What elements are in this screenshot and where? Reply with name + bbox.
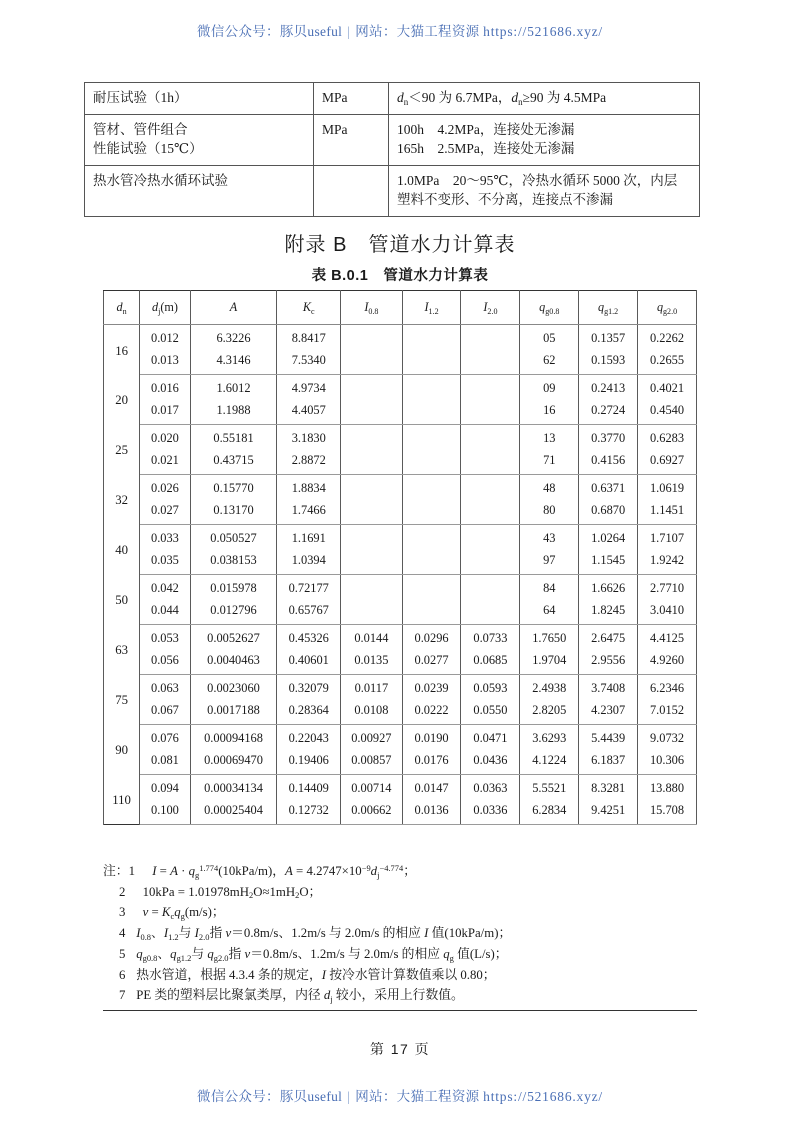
col-header-qg20: $q_{g2.0}$	[638, 291, 697, 325]
cell-q08: 6.2834	[520, 800, 579, 825]
cell-A: 6.3226	[190, 325, 277, 350]
cell-q20: 0.2655	[638, 350, 697, 375]
cell-q20: 1.9242	[638, 550, 697, 575]
cell-q20: 13.880	[638, 775, 697, 800]
cell-I20: 0.0471	[461, 725, 520, 750]
cell-I08	[341, 500, 402, 525]
cell-dj: 0.067	[140, 700, 190, 725]
cell-q12: 0.6870	[579, 500, 638, 525]
cell-I12: 0.0277	[402, 650, 461, 675]
cell-dj: 0.016	[140, 375, 190, 400]
cell-I08: 0.00857	[341, 750, 402, 775]
appendix-title: 附录 B 管道水力计算表	[284, 234, 516, 256]
cell-q08: 05	[520, 325, 579, 350]
cell-q20: 1.7107	[638, 525, 697, 550]
spec-row-unit: MPa	[314, 114, 389, 165]
table-row	[104, 675, 697, 700]
note-text: $I = A \cdot q_g^{1.774}(10kPa/m)$，$A = 4.2747\times 10^{-9}d_j^{-4.774}$；	[152, 862, 416, 880]
cell-q12: 0.2724	[579, 400, 638, 425]
cell-I12	[402, 375, 461, 400]
cell-q12: 5.4439	[579, 725, 638, 750]
cell-I12: 0.0136	[402, 800, 461, 825]
cell-dn: 16	[104, 325, 140, 375]
cell-A: 4.3146	[190, 350, 277, 375]
cell-Kc: 0.65767	[277, 600, 341, 625]
cell-I20	[461, 350, 520, 375]
cell-q12: 1.8245	[579, 600, 638, 625]
table-row	[85, 165, 700, 216]
col-header-qg08: $q_{g0.8}$	[520, 291, 579, 325]
cell-Kc: 0.40601	[277, 650, 341, 675]
cell-q12: 0.6371	[579, 475, 638, 500]
table-row	[104, 350, 697, 375]
cell-Kc: 0.22043	[277, 725, 341, 750]
watermark-wechat-value: 豚贝useful	[279, 24, 343, 39]
cell-dn: 63	[104, 625, 140, 675]
cell-q12: 1.6626	[579, 575, 638, 600]
cell-Kc: 1.8834	[277, 475, 341, 500]
cell-I20: 0.0363	[461, 775, 520, 800]
cell-A: 0.55181	[190, 425, 277, 450]
note-text: $10kPa = 1.01978mH_2O\approx 1mH_2O$；	[142, 884, 322, 901]
cell-dj: 0.013	[140, 350, 190, 375]
cell-dn: 50	[104, 575, 140, 625]
spec-table	[84, 82, 700, 217]
cell-I20: 0.0593	[461, 675, 520, 700]
table-row	[104, 375, 697, 400]
cell-dj: 0.027	[140, 500, 190, 525]
cell-I12	[402, 500, 461, 525]
table-row	[104, 450, 697, 475]
table-row	[104, 700, 697, 725]
cell-A: 1.6012	[190, 375, 277, 400]
cell-I08	[341, 350, 402, 375]
table-row	[104, 475, 697, 500]
cell-I08	[341, 525, 402, 550]
cell-Kc: 3.1830	[277, 425, 341, 450]
cell-dn: 20	[104, 375, 140, 425]
cell-I20	[461, 575, 520, 600]
spec-value-line1: 100h 4.2MPa，连接处无渗漏	[397, 121, 575, 137]
cell-q12: 0.1593	[579, 350, 638, 375]
watermark-wechat-value: 豚贝useful	[279, 1089, 343, 1104]
cell-dj: 0.044	[140, 600, 190, 625]
spec-row-value	[389, 165, 700, 216]
cell-Kc: 0.32079	[277, 675, 341, 700]
cell-I12	[402, 325, 461, 350]
cell-I08	[341, 400, 402, 425]
cell-dn: 75	[104, 675, 140, 725]
watermark-separator: |	[347, 24, 351, 39]
hydraulic-calculation-table	[103, 290, 697, 825]
cell-I08: 0.00662	[341, 800, 402, 825]
note-text: $v = K_cq_g(m/s)$；	[142, 905, 225, 922]
cell-q20: 1.0619	[638, 475, 697, 500]
hydraulic-table-wrapper	[103, 290, 697, 825]
table-row	[104, 600, 697, 625]
cell-I12	[402, 525, 461, 550]
cell-I20	[461, 425, 520, 450]
cell-A: 0.0052627	[190, 625, 277, 650]
spec-row-unit: MPa	[314, 83, 389, 115]
spec-row-unit	[314, 165, 389, 216]
cell-I12: 0.0239	[402, 675, 461, 700]
table-row	[104, 400, 697, 425]
cell-I08: 0.0135	[341, 650, 402, 675]
note-item	[103, 882, 697, 903]
cell-I12	[402, 550, 461, 575]
note-item	[103, 985, 697, 1006]
cell-I08	[341, 575, 402, 600]
cell-Kc: 2.8872	[277, 450, 341, 475]
cell-q20: 0.6283	[638, 425, 697, 450]
cell-q08: 4.1224	[520, 750, 579, 775]
cell-q12: 3.7408	[579, 675, 638, 700]
table-body	[104, 325, 697, 825]
watermark-site-label: 网站：	[355, 24, 397, 39]
cell-Kc: 1.0394	[277, 550, 341, 575]
cell-I12	[402, 450, 461, 475]
cell-q08: 43	[520, 525, 579, 550]
cell-A: 0.0040463	[190, 650, 277, 675]
watermark-site-value: 大猫工程资源	[396, 1089, 480, 1104]
cell-dj: 0.094	[140, 775, 190, 800]
cell-I08: 0.00714	[341, 775, 402, 800]
cell-I20	[461, 375, 520, 400]
cell-dn: 40	[104, 525, 140, 575]
cell-dj: 0.033	[140, 525, 190, 550]
table-header	[104, 291, 697, 325]
cell-I20: 0.0550	[461, 700, 520, 725]
cell-q12: 9.4251	[579, 800, 638, 825]
cell-Kc: 8.8417	[277, 325, 341, 350]
cell-q12: 1.0264	[579, 525, 638, 550]
cell-I08	[341, 425, 402, 450]
cell-dn: 90	[104, 725, 140, 775]
cell-q20: 0.4540	[638, 400, 697, 425]
cell-I20	[461, 600, 520, 625]
note-item	[103, 861, 697, 882]
cell-I12: 0.0147	[402, 775, 461, 800]
cell-I08: 0.0108	[341, 700, 402, 725]
cell-I12	[402, 575, 461, 600]
col-header-i20: $I_{2.0}$	[461, 291, 520, 325]
cell-Kc: 1.7466	[277, 500, 341, 525]
cell-q12: 6.1837	[579, 750, 638, 775]
table-row	[104, 575, 697, 600]
cell-Kc: 0.45326	[277, 625, 341, 650]
cell-dj: 0.035	[140, 550, 190, 575]
cell-I12	[402, 350, 461, 375]
cell-I08	[341, 600, 402, 625]
cell-dj: 0.017	[140, 400, 190, 425]
table-row	[104, 550, 697, 575]
cell-I20	[461, 550, 520, 575]
cell-A: 0.00094168	[190, 725, 277, 750]
cell-I08: 0.0117	[341, 675, 402, 700]
cell-dj: 0.021	[140, 450, 190, 475]
watermark-wechat-label: 微信公众号：	[197, 24, 280, 39]
cell-I20	[461, 475, 520, 500]
cell-dn: 32	[104, 475, 140, 525]
table-row	[104, 525, 697, 550]
note-text: $I_{0.8}$、$I_{1.2}$与 $I_{2.0}$指 v＝0.8m/s、1.2m/s 与 2.0m/s 的相应 I 值(10kPa/m)；	[136, 926, 512, 942]
spec-value-line2: 塑料不变形、不分离，连接点不渗漏	[397, 192, 613, 208]
cell-q20: 4.4125	[638, 625, 697, 650]
table-row	[104, 800, 697, 825]
cell-I20: 0.0685	[461, 650, 520, 675]
cell-q20: 15.708	[638, 800, 697, 825]
cell-dj: 0.056	[140, 650, 190, 675]
spec-row-name	[85, 114, 314, 165]
cell-q08: 09	[520, 375, 579, 400]
note-number: 6	[119, 967, 126, 982]
cell-I20	[461, 325, 520, 350]
note-text: PE 类的塑料层比聚氯类厚，内径 $d_j$ 较小，采用上行数值。	[136, 988, 464, 1005]
cell-I08: 0.0144	[341, 625, 402, 650]
watermark-url: https://521686.xyz/	[483, 24, 603, 39]
cell-I12	[402, 425, 461, 450]
cell-Kc: 4.9734	[277, 375, 341, 400]
table-row	[104, 725, 697, 750]
header-row	[104, 291, 697, 325]
cell-q12: 0.2413	[579, 375, 638, 400]
cell-Kc: 0.19406	[277, 750, 341, 775]
cell-q20: 3.0410	[638, 600, 697, 625]
cell-I12: 0.0190	[402, 725, 461, 750]
cell-q12: 0.3770	[579, 425, 638, 450]
cell-q12: 1.1545	[579, 550, 638, 575]
spec-name-line2: 性能试验（15℃）	[93, 141, 203, 157]
cell-q12: 8.3281	[579, 775, 638, 800]
table-row	[104, 425, 697, 450]
cell-Kc: 0.12732	[277, 800, 341, 825]
cell-q08: 5.5521	[520, 775, 579, 800]
col-header-i08: $I_{0.8}$	[341, 291, 402, 325]
col-header-dn: $d_n$	[104, 291, 140, 325]
cell-A: 0.00034134	[190, 775, 277, 800]
cell-I20	[461, 450, 520, 475]
cell-I08	[341, 450, 402, 475]
watermark-url: https://521686.xyz/	[483, 1089, 603, 1104]
cell-q08: 84	[520, 575, 579, 600]
cell-q08: 3.6293	[520, 725, 579, 750]
cell-A: 0.00069470	[190, 750, 277, 775]
table-row	[104, 750, 697, 775]
cell-q08: 2.4938	[520, 675, 579, 700]
page-number: 第 17 页	[369, 1041, 431, 1057]
cell-dj: 0.081	[140, 750, 190, 775]
cell-I12	[402, 475, 461, 500]
cell-q20: 2.7710	[638, 575, 697, 600]
cell-A: 0.43715	[190, 450, 277, 475]
cell-q08: 48	[520, 475, 579, 500]
cell-q08: 71	[520, 450, 579, 475]
cell-q20: 0.6927	[638, 450, 697, 475]
cell-dj: 0.053	[140, 625, 190, 650]
spec-row-name: 耐压试验（1h）	[85, 83, 314, 115]
cell-q12: 2.9556	[579, 650, 638, 675]
cell-A: 0.00025404	[190, 800, 277, 825]
cell-q12: 4.2307	[579, 700, 638, 725]
col-header-i12: $I_{1.2}$	[402, 291, 461, 325]
cell-dj: 0.020	[140, 425, 190, 450]
cell-q20: 0.2262	[638, 325, 697, 350]
note-number: 4	[119, 926, 126, 941]
table-row	[104, 500, 697, 525]
cell-I12: 0.0296	[402, 625, 461, 650]
cell-q20: 10.306	[638, 750, 697, 775]
cell-I20: 0.0733	[461, 625, 520, 650]
cell-Kc: 0.72177	[277, 575, 341, 600]
notes-prefix: 注：	[103, 864, 129, 878]
cell-q20: 6.2346	[638, 675, 697, 700]
table-row	[104, 775, 697, 800]
cell-q12: 2.6475	[579, 625, 638, 650]
note-number: 5	[119, 946, 126, 961]
cell-A: 0.012796	[190, 600, 277, 625]
watermark-separator: |	[347, 1089, 351, 1104]
note-item	[103, 902, 697, 923]
cell-dj: 0.100	[140, 800, 190, 825]
note-item	[103, 944, 697, 965]
cell-A: 0.050527	[190, 525, 277, 550]
note-text: $q_{g0.8}$、$q_{g1.2}$与 $q_{g2.0}$指 v＝0.8m/s、1.2m/s 与 2.0m/s 的相应 $q_g$ 值(L/s)；	[136, 946, 508, 963]
cell-dj: 0.026	[140, 475, 190, 500]
note-number: 7	[119, 988, 126, 1003]
cell-I20	[461, 400, 520, 425]
table-notes	[103, 861, 697, 1011]
col-header-kc: $K_c$	[277, 291, 341, 325]
note-number: 2	[119, 884, 126, 899]
cell-q20: 0.4021	[638, 375, 697, 400]
cell-q20: 1.1451	[638, 500, 697, 525]
cell-dj: 0.042	[140, 575, 190, 600]
note-number: 1	[128, 864, 135, 878]
table-row	[85, 83, 700, 115]
table-row	[104, 625, 697, 650]
cell-I20: 0.0436	[461, 750, 520, 775]
cell-I08	[341, 550, 402, 575]
cell-A: 0.038153	[190, 550, 277, 575]
cell-dn: 25	[104, 425, 140, 475]
spec-name-line1: 管材、管件组合	[93, 121, 188, 137]
note-text: 热水管道，根据 4.3.4 条的规定，I 按冷水管计算数值乘以 0.80；	[136, 967, 496, 982]
cell-I12	[402, 400, 461, 425]
cell-Kc: 0.14409	[277, 775, 341, 800]
cell-I20: 0.0336	[461, 800, 520, 825]
cell-q08: 1.7650	[520, 625, 579, 650]
footer-watermark	[0, 1085, 800, 1105]
cell-q08: 80	[520, 500, 579, 525]
watermark-wechat-label: 微信公众号：	[197, 1089, 280, 1104]
col-header-dj: $d_j(m)$	[140, 291, 190, 325]
cell-q12: 0.4156	[579, 450, 638, 475]
spec-row-value: $d_n<90$ 为 6.7MPa，$d_n\ge 90$ 为 4.5MPa	[389, 83, 700, 115]
watermark-site-value: 大猫工程资源	[396, 24, 480, 39]
cell-I12: 0.0176	[402, 750, 461, 775]
table-row	[104, 650, 697, 675]
cell-Kc: 4.4057	[277, 400, 341, 425]
watermark-site-label: 网站：	[355, 1089, 397, 1104]
cell-q20: 7.0152	[638, 700, 697, 725]
table-caption: 表 B.0.1 管道水力计算表	[311, 268, 489, 284]
cell-q12: 0.1357	[579, 325, 638, 350]
cell-q20: 4.9260	[638, 650, 697, 675]
cell-Kc: 0.28364	[277, 700, 341, 725]
cell-q08: 2.8205	[520, 700, 579, 725]
cell-q08: 16	[520, 400, 579, 425]
cell-I08	[341, 375, 402, 400]
note-item	[103, 965, 697, 986]
cell-I08: 0.00927	[341, 725, 402, 750]
cell-q08: 64	[520, 600, 579, 625]
spec-row-value	[389, 114, 700, 165]
spec-value-line2: 165h 2.5MPa，连接处无渗漏	[397, 141, 575, 157]
cell-I20	[461, 500, 520, 525]
col-header-a: A	[190, 291, 277, 325]
col-header-qg12: $q_{g1.2}$	[579, 291, 638, 325]
spec-row-name: 热水管冷热水循环试验	[85, 165, 314, 216]
cell-Kc: 7.5340	[277, 350, 341, 375]
cell-Kc: 1.1691	[277, 525, 341, 550]
cell-dj: 0.063	[140, 675, 190, 700]
header-watermark	[0, 20, 800, 40]
cell-A: 1.1988	[190, 400, 277, 425]
cell-I12	[402, 600, 461, 625]
cell-A: 0.15770	[190, 475, 277, 500]
table-row	[104, 325, 697, 350]
cell-q08: 13	[520, 425, 579, 450]
cell-I08	[341, 475, 402, 500]
cell-A: 0.0023060	[190, 675, 277, 700]
cell-q08: 62	[520, 350, 579, 375]
table-row	[85, 114, 700, 165]
cell-dn: 110	[104, 775, 140, 825]
cell-dj: 0.012	[140, 325, 190, 350]
cell-q08: 1.9704	[520, 650, 579, 675]
cell-I20	[461, 525, 520, 550]
note-item	[103, 923, 697, 944]
cell-dj: 0.076	[140, 725, 190, 750]
cell-I12: 0.0222	[402, 700, 461, 725]
cell-I08	[341, 325, 402, 350]
cell-q20: 9.0732	[638, 725, 697, 750]
cell-A: 0.0017188	[190, 700, 277, 725]
cell-A: 0.13170	[190, 500, 277, 525]
spec-value-line1: 1.0MPa 20～95℃，冷热水循环 5000 次，内层	[397, 172, 678, 188]
cell-A: 0.015978	[190, 575, 277, 600]
note-number: 3	[119, 905, 126, 920]
cell-q08: 97	[520, 550, 579, 575]
